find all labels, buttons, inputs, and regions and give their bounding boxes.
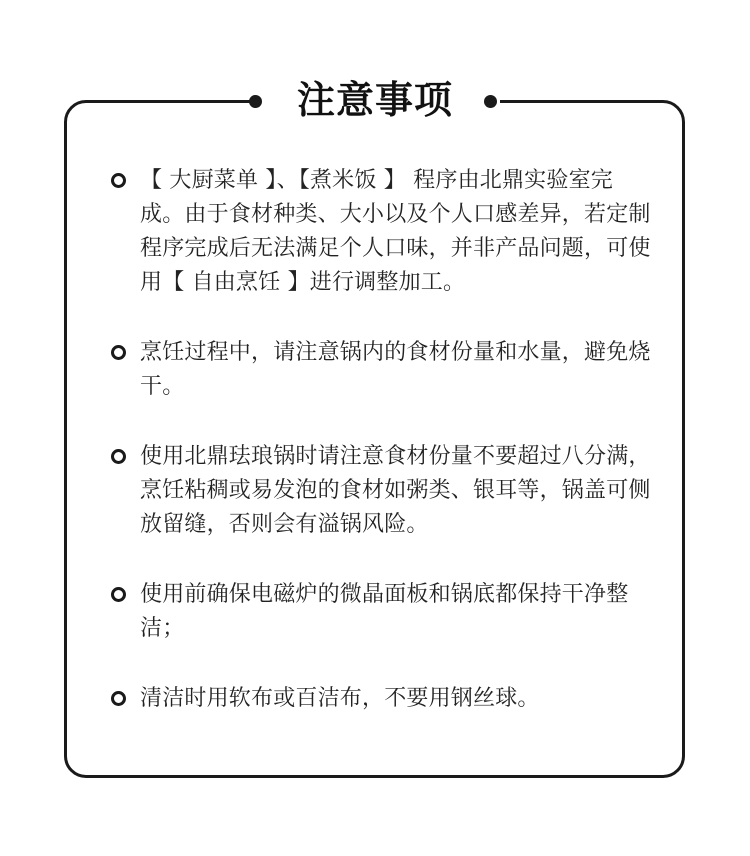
list-item-text: 烹饪过程中，请注意锅内的食材份量和水量，避免烧干。 bbox=[140, 340, 651, 399]
page-title: 注意事项 bbox=[296, 78, 453, 122]
circle-bullet-icon bbox=[111, 587, 126, 602]
list-item-text: 清洁时用软布或百洁布，不要用钢丝球。 bbox=[140, 686, 540, 711]
list-item bbox=[110, 578, 656, 646]
list-item-text: 使用北鼎珐琅锅时请注意食材份量不要超过八分满，烹饪粘稠或易发泡的食材如粥类、银耳等，锅盖可侧放留缝，否则会有溢锅风险。 bbox=[140, 444, 651, 537]
list-item bbox=[110, 440, 656, 542]
list-item bbox=[110, 682, 656, 716]
circle-bullet-icon bbox=[111, 691, 126, 706]
list-item bbox=[110, 164, 656, 300]
notice-list bbox=[110, 164, 656, 752]
circle-bullet-icon bbox=[111, 449, 126, 464]
list-item bbox=[110, 336, 656, 404]
list-item-text: 【 大厨菜单 】、【煮米饭 】 程序由北鼎实验室完成。由于食材种类、大小以及个人口感差异，若定制程序完成后无法满足个人口味，并非产品问题，可使用【 自由烹饪 】进行调整加工。 bbox=[140, 168, 651, 295]
circle-bullet-icon bbox=[111, 173, 126, 188]
list-item-text: 使用前确保电磁炉的微晶面板和锅底都保持干净整洁； bbox=[140, 582, 629, 641]
circle-bullet-icon bbox=[111, 345, 126, 360]
